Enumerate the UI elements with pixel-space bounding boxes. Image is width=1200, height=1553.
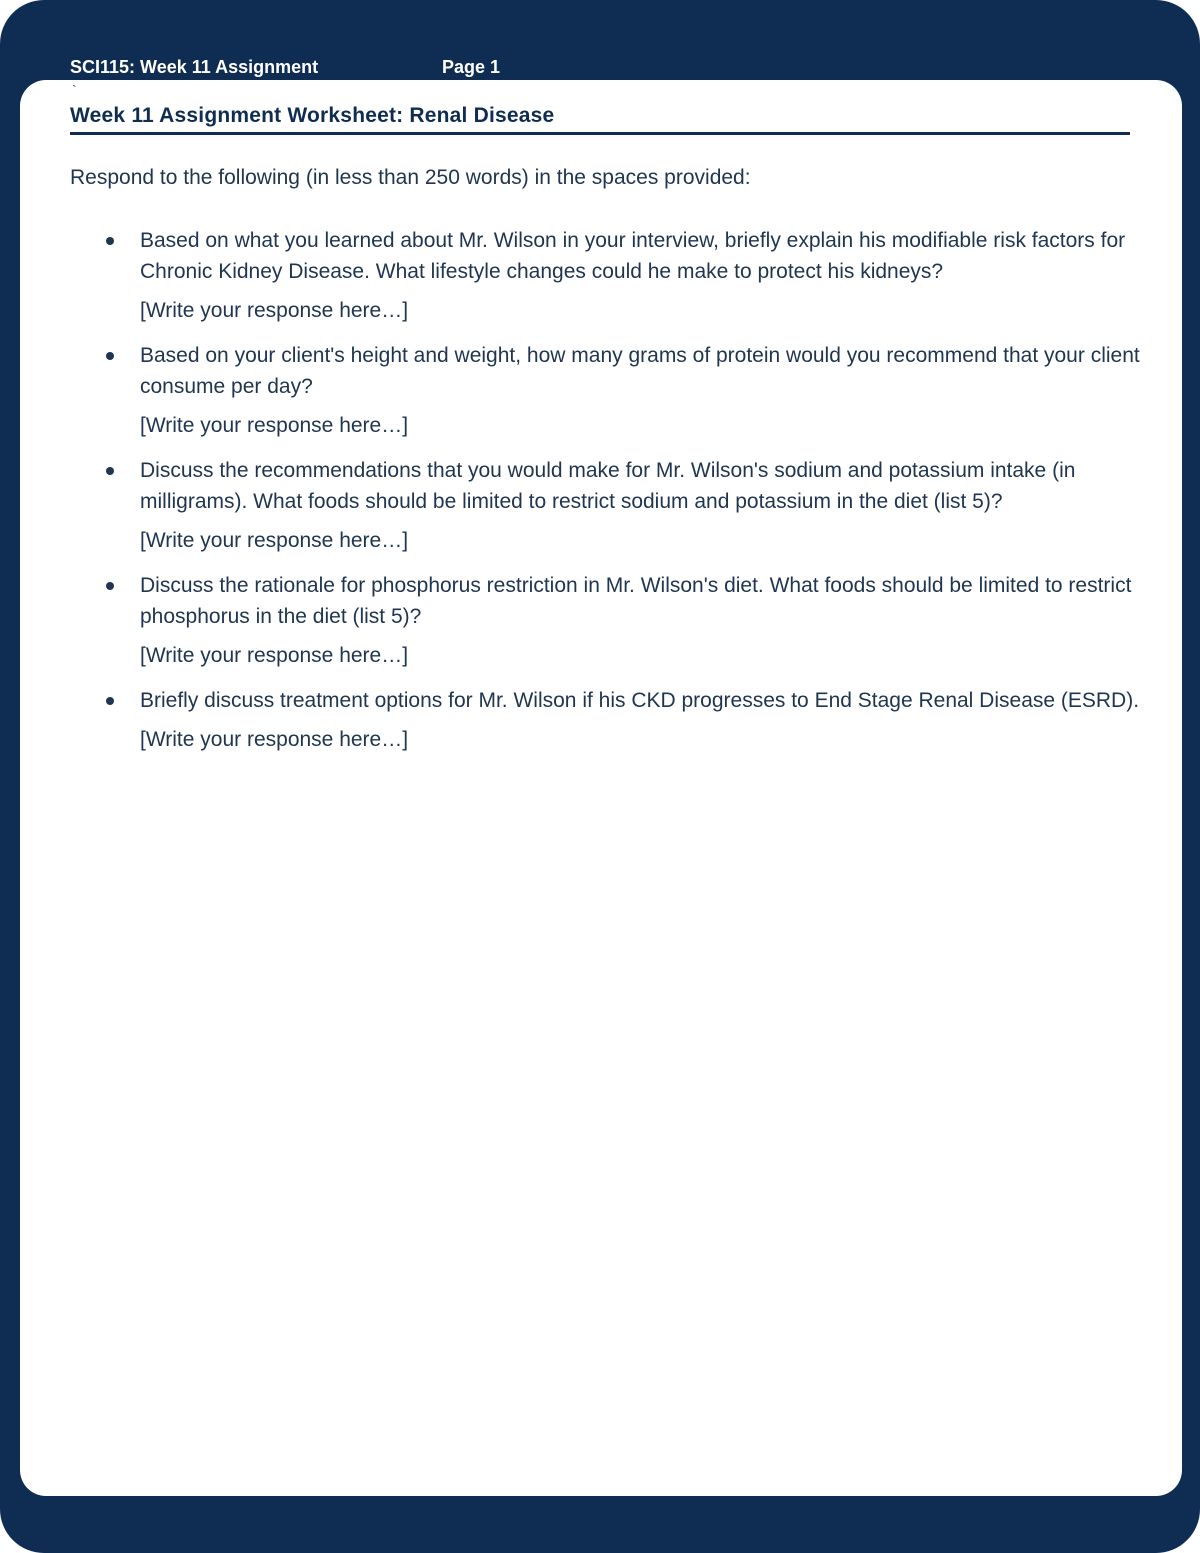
response-field[interactable]: [Write your response here…] [140,299,409,322]
course-header: SCI115: Week 11 Assignment [70,57,319,77]
instructions: Respond to the following (in less than 250 words) in the spaces provided: [70,166,751,189]
document-title: Week 11 Assignment Worksheet: Renal Disease [70,104,1130,135]
response-field[interactable]: [Write your response here…] [140,529,409,552]
question-text: Based on what you learned about Mr. Wilson in your interview, briefly explain his modifiable risk factors for Chronic Kidney Disease. What lifestyle changes could he make to protect his kidneys? [140,229,1126,283]
stray-mark: ` [72,82,77,98]
content-card [20,80,1182,1496]
page-header [70,57,1170,79]
question-text: Discuss the recommendations that you would make for Mr. Wilson's sodium and potassium intake (in milligrams). What foods should be limited to restrict sodium and potassium in the diet (list 5)? [140,459,1076,513]
response-field[interactable]: [Write your response here…] [140,414,409,437]
question-item [70,225,1150,324]
response-field[interactable]: [Write your response here…] [140,728,409,751]
question-item [70,685,1150,753]
response-field[interactable]: [Write your response here…] [140,644,409,667]
bullet-icon [106,697,114,705]
page-number: Page 1 [442,57,501,77]
bullet-icon [106,467,114,475]
bullet-icon [106,237,114,245]
question-text: Based on your client's height and weight, how many grams of protein would you recommend that your client consume per day? [140,344,1140,398]
question-text: Discuss the rationale for phosphorus restriction in Mr. Wilson's diet. What foods should be limited to restrict phosphorus in the diet (list 5)? [140,574,1132,628]
question-list [70,225,1150,769]
question-item [70,340,1150,439]
bullet-icon [106,582,114,590]
question-item [70,455,1150,554]
question-item [70,570,1150,669]
question-text: Briefly discuss treatment options for Mr. Wilson if his CKD progresses to End Stage Renal Disease (ESRD). [140,689,1140,712]
bullet-icon [106,352,114,360]
